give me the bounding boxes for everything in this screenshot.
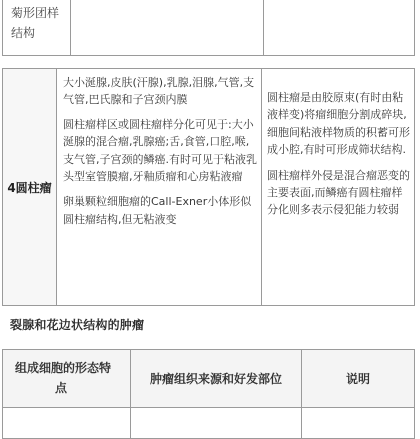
note-paragraph: 圆柱瘤样外侵是混合瘤恶变的主要表面,而鳞癌有圆柱瘤样分化则多表示侵犯能力较弱 [267, 168, 410, 217]
note-paragraph: 圆柱瘤是由胶原束(有时由粘液样变)将瘤细胞分割成碎块,细胞间粘液样物质的积蓄可形成小腔,有时可形成筛状结构. [267, 91, 410, 157]
row-label-cell [3, 0, 71, 56]
source-cell [71, 0, 264, 56]
section-heading: 裂腺和花边状结构的肿瘤 [10, 318, 145, 332]
header-line: 组成细胞的形态特 [15, 361, 112, 376]
row-label-line: 结构 [11, 26, 36, 40]
table-cell [302, 407, 415, 438]
table-cell [3, 407, 131, 438]
note-cell [262, 69, 415, 306]
row-label: 4圆柱瘤 [7, 180, 52, 195]
column-header-origin: 肿瘤组织来源和好发部位 [131, 350, 302, 408]
source-paragraph: 圆柱瘤样区或圆柱瘤样分化可见于:大小涎腺的混合瘤,乳腺癌;舌,食管,口腔,喉,支气管,子宫颈的鳞癌.有时可见于粘液乳头型室管膜瘤,牙釉质瘤和心房粘液瘤 [63, 117, 257, 184]
top-fragment-table [2, 0, 415, 56]
table-cell [131, 407, 302, 438]
table-row [3, 0, 415, 56]
source-cell [57, 69, 262, 306]
lace-structure-table [2, 349, 415, 439]
note-cell [264, 0, 415, 56]
column-header-notes: 说明 [302, 350, 415, 408]
row-label-line: 菊形团样 [11, 6, 60, 20]
header-line: 点 [55, 381, 68, 396]
source-paragraph: 大小涎腺,皮肤(汗腺),乳腺,泪腺,气管,支气管,巴氏腺和子宫颈内膜 [63, 76, 255, 107]
column-header-morphology [3, 350, 131, 408]
table-row [3, 407, 415, 438]
row-label-cell [3, 69, 57, 306]
source-paragraph: 卵巢颗粒细胞瘤的Call-Exner小体形似圆柱瘤结构,但无粘液变 [63, 195, 252, 226]
table-row [3, 69, 415, 306]
table-header-row [3, 350, 415, 408]
cylindroma-table [2, 68, 415, 306]
